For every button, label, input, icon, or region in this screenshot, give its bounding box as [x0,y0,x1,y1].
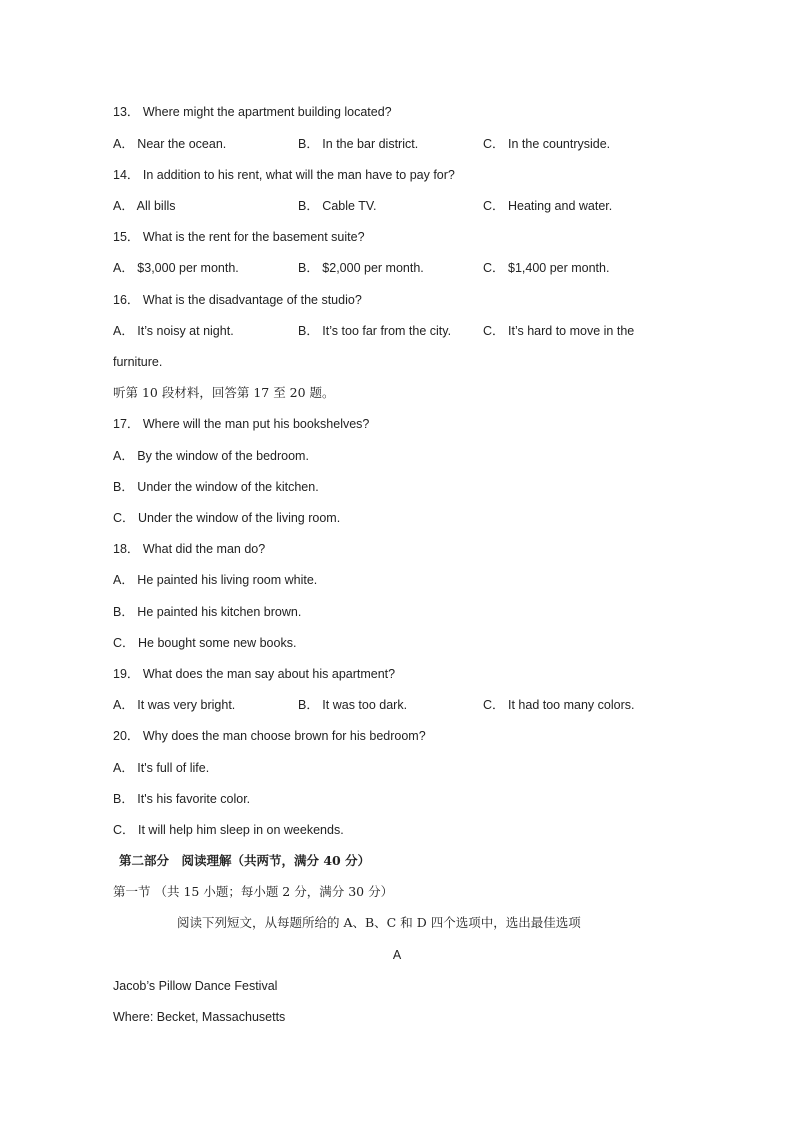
q20-option-b: B． It's his favorite color. [113,792,251,806]
question-15: 15． What is the rent for the basement suite? [113,230,365,244]
part-2-heading: 第二部分 阅读理解（共两节，满分 40 分） [119,853,371,868]
question-16: 16． What is the disadvantage of the studio? [113,293,362,307]
q16-option-c: C． It’s hard to move in the [483,324,635,338]
question-13: 13． Where might the apartment building located? [113,105,392,119]
q20-option-a: A． It's full of life. [113,761,210,775]
q19-option-a: A． It was very bright. [113,698,236,712]
q17-option-a: A． By the window of the bedroom. [113,449,309,463]
q19-option-c: C． It had too many colors. [483,698,635,712]
passage-location: Where: Becket, Massachusetts [113,1010,286,1024]
q16-option-a: A． It’s noisy at night. [113,324,234,338]
q15-option-c: C． $1,400 per month. [483,261,610,275]
q13-option-a: A． Near the ocean. [113,137,227,151]
q19-option-b: B． It was too dark. [298,698,408,712]
question-20: 20． Why does the man choose brown for his bedroom? [113,729,426,743]
q17-option-c: C． Under the window of the living room. [113,511,341,525]
question-17: 17． Where will the man put his bookshelves? [113,417,370,431]
q14-option-a: A． All bills [113,199,176,213]
passage-title: Jacob’s Pillow Dance Festival [113,979,278,993]
q16-option-c-continued: furniture. [113,355,163,369]
q13-option-b: B． In the bar district. [298,137,419,151]
section-1-heading: 第一节 （共 15 小题；每小题 2 分，满分 30 分） [113,884,394,899]
q13-option-c: C． In the countryside. [483,137,611,151]
q15-option-a: A． $3,000 per month. [113,261,239,275]
q18-option-b: B． He painted his kitchen brown. [113,605,302,619]
q14-option-c: C． Heating and water. [483,199,613,213]
section-10-instruction: 听第 10 段材料，回答第 17 至 20 题。 [113,385,335,400]
question-14: 14． In addition to his rent, what will the man have to pay for? [113,168,455,182]
q15-option-b: B． $2,000 per month. [298,261,424,275]
q17-option-b: B． Under the window of the kitchen. [113,480,319,494]
passage-label: A [392,948,402,962]
question-19: 19． What does the man say about his apartment? [113,667,396,681]
q14-option-b: B． Cable TV. [298,199,377,213]
q18-option-c: C． He bought some new books. [113,636,297,650]
q16-option-b: B． It’s too far from the city. [298,324,452,338]
q20-option-c: C． It will help him sleep in on weekends. [113,823,344,837]
q18-option-a: A． He painted his living room white. [113,573,318,587]
question-18: 18． What did the man do? [113,542,266,556]
reading-instructions: 阅读下列短文，从每题所给的 A、B、C 和 D 四个选项中，选出最佳选项 [177,915,581,930]
